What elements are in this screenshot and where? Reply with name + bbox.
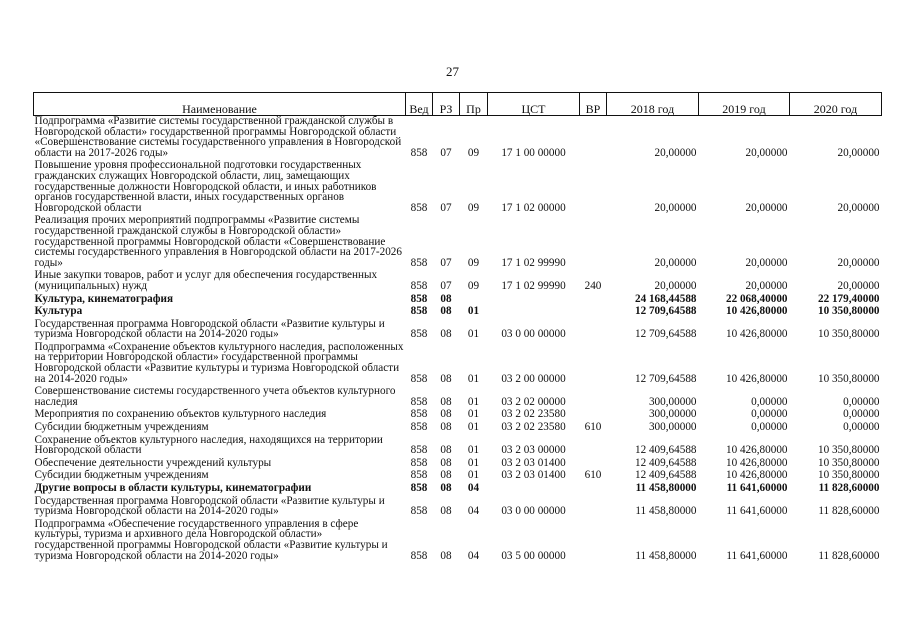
row-2018: 11 458,80000 <box>635 482 697 494</box>
row-vr <box>580 160 607 215</box>
row-name: Субсидии бюджетным учреждениям <box>34 421 209 434</box>
row-rz: 08 <box>440 408 452 421</box>
row-vr <box>580 519 607 563</box>
table-row <box>34 519 882 563</box>
row-2020: 22 179,40000 <box>817 292 880 305</box>
row-ved: 858 <box>410 549 428 562</box>
row-2019: 20,00000 <box>745 201 788 214</box>
table-row <box>34 435 882 458</box>
row-2020: 10 350,80000 <box>817 456 880 469</box>
row-vr <box>580 319 607 342</box>
row-cst: 03 2 03 01400 <box>501 469 566 482</box>
header-2020: 2020 год <box>790 93 882 116</box>
row-cst: 03 5 00 00000 <box>501 549 566 562</box>
row-rz: 08 <box>440 395 452 408</box>
row-rz: 07 <box>440 201 452 214</box>
row-cst: 03 2 03 01400 <box>501 456 566 469</box>
row-pr: 01 <box>467 456 480 469</box>
row-2018: 12 409,64588 <box>634 444 697 457</box>
row-name: Сохранение объектов культурного наследия, находящихся на территории Новгородской области <box>34 433 383 457</box>
row-2018: 300,00000 <box>648 421 697 434</box>
row-rz: 08 <box>440 549 452 562</box>
row-pr: 04 <box>467 549 480 562</box>
row-cst: 03 2 03 00000 <box>501 444 566 457</box>
row-ved: 858 <box>410 256 428 269</box>
row-rz: 08 <box>440 444 452 457</box>
row-2020: 11 828,60000 <box>818 505 880 518</box>
row-cst: 17 1 02 99990 <box>501 256 566 269</box>
row-ved: 858 <box>410 456 428 469</box>
row-2019: 10 426,80000 <box>725 305 788 318</box>
row-2018: 12 409,64588 <box>634 456 697 469</box>
row-cst: 17 1 02 00000 <box>501 201 566 214</box>
row-2019: 10 426,80000 <box>725 444 788 457</box>
table-row <box>34 215 882 270</box>
row-cst: 03 2 00 00000 <box>501 372 566 385</box>
row-2018: 11 458,80000 <box>635 549 697 562</box>
row-2018: 20,00000 <box>654 279 697 292</box>
row-vr <box>580 116 607 161</box>
row-2020: 10 350,80000 <box>817 372 880 385</box>
row-2020: 20,00000 <box>837 279 880 292</box>
row-ved: 858 <box>410 305 428 318</box>
row-name: Государственная программа Новгородской области «Развитие культуры и туризма Новгородской области на 2014-2020 годы» <box>34 317 385 341</box>
row-name: Подпрограмма «Развитие системы государственной гражданской службы в Новгородской области» государственной программы Новгородской области «Совершенствование системы государственного управления в Новгородской области на 2017-2026 годы» <box>34 115 402 159</box>
row-2019: 10 426,80000 <box>725 469 788 482</box>
row-pr: 09 <box>467 256 480 269</box>
table-row <box>34 270 882 293</box>
row-cst: 17 1 00 00000 <box>501 146 566 159</box>
row-ved: 858 <box>410 421 428 434</box>
header-pr: Пр <box>460 93 488 116</box>
row-2020: 10 350,80000 <box>817 469 880 482</box>
row-2019: 11 641,60000 <box>726 482 788 494</box>
row-vr <box>580 483 607 496</box>
row-2018: 20,00000 <box>654 146 697 159</box>
row-ved: 858 <box>410 408 428 421</box>
row-rz: 08 <box>440 372 452 385</box>
row-ved: 858 <box>410 395 428 408</box>
row-2019: 0,00000 <box>751 408 788 421</box>
row-2019: 10 426,80000 <box>725 328 788 341</box>
header-name: Наименование <box>34 93 406 116</box>
row-ved: 858 <box>410 372 428 385</box>
row-name: Другие вопросы в области культуры, кинематографии <box>34 482 312 494</box>
row-2018: 12 409,64588 <box>634 469 697 482</box>
row-pr: 01 <box>467 444 480 457</box>
row-ved: 858 <box>410 201 428 214</box>
row-cst: 03 0 00 00000 <box>501 328 566 341</box>
row-name: Государственная программа Новгородской области «Развитие культуры и туризма Новгородской области на 2014-2020 годы» <box>34 494 385 518</box>
row-ved: 858 <box>410 292 428 305</box>
row-2018: 300,00000 <box>648 395 697 408</box>
row-2018: 11 458,80000 <box>635 505 697 518</box>
row-2020: 11 828,60000 <box>818 482 880 494</box>
row-name: Мероприятия по сохранению объектов культурного наследия <box>34 408 327 421</box>
row-2018: 12 709,64588 <box>634 328 697 341</box>
table-row <box>34 386 882 409</box>
row-cst: 03 2 02 23580 <box>501 408 566 421</box>
header-vr: ВР <box>580 93 607 116</box>
row-name: Обеспечение деятельности учреждений культуры <box>34 456 272 469</box>
row-pr: 09 <box>467 146 480 159</box>
row-vr <box>580 306 607 319</box>
row-ved: 858 <box>410 444 428 457</box>
row-name: Субсидии бюджетным учреждениям <box>34 469 209 482</box>
row-ved: 858 <box>410 469 428 482</box>
row-2020: 11 828,60000 <box>818 549 880 562</box>
row-ved: 858 <box>410 328 428 341</box>
row-cst <box>488 483 580 496</box>
header-cst: ЦСТ <box>488 93 580 116</box>
table-row <box>34 422 882 435</box>
page-number: 27 <box>446 64 459 79</box>
row-name: Культура <box>34 305 83 318</box>
row-2020: 0,00000 <box>843 421 880 434</box>
row-pr: 01 <box>467 395 480 408</box>
row-2019: 20,00000 <box>745 279 788 292</box>
row-vr: 610 <box>584 421 602 434</box>
table-row <box>34 116 882 161</box>
row-rz: 08 <box>440 421 452 434</box>
row-2018: 24 168,44588 <box>634 292 697 305</box>
row-2020: 0,00000 <box>843 395 880 408</box>
row-vr: 240 <box>584 279 602 292</box>
header-ved: Вед <box>406 93 433 116</box>
row-2019: 20,00000 <box>745 256 788 269</box>
row-pr: 01 <box>467 305 480 318</box>
row-cst: 03 0 00 00000 <box>501 505 566 518</box>
row-2020: 20,00000 <box>837 146 880 159</box>
row-2019: 11 641,60000 <box>726 549 788 562</box>
row-2019: 22 068,40000 <box>725 292 788 305</box>
row-name: Совершенствование системы государственного учета объектов культурного наследия <box>34 385 396 408</box>
row-pr: 09 <box>467 201 480 214</box>
table-row <box>34 483 882 496</box>
row-2019: 20,00000 <box>745 146 788 159</box>
row-vr <box>580 496 607 519</box>
row-2019: 0,00000 <box>751 421 788 434</box>
row-cst: 17 1 02 99990 <box>501 279 566 292</box>
row-ved: 858 <box>410 279 428 292</box>
row-cst <box>488 294 580 307</box>
row-rz: 08 <box>440 505 452 518</box>
table-row <box>34 496 882 519</box>
row-pr: 01 <box>467 328 480 341</box>
row-rz: 07 <box>440 146 452 159</box>
row-cst: 03 2 02 00000 <box>501 395 566 408</box>
row-2019: 10 426,80000 <box>725 456 788 469</box>
row-2018: 20,00000 <box>654 201 697 214</box>
table-row <box>34 342 882 386</box>
row-rz: 08 <box>440 328 452 341</box>
row-name: Подпрограмма «Сохранение объектов культурного наследия, расположенных на территории Новгородской области» государственной программы Новгородской области «Развитие культуры и туризма Новгородской области на 2014-2020 годы» <box>34 340 404 385</box>
row-pr: 09 <box>467 279 480 292</box>
row-pr: 01 <box>467 372 480 385</box>
row-cst: 03 2 02 23580 <box>501 421 566 434</box>
row-2018: 12 709,64588 <box>634 372 697 385</box>
row-vr <box>580 386 607 409</box>
row-rz: 08 <box>440 456 452 469</box>
row-pr: 01 <box>467 421 480 434</box>
row-ved: 858 <box>410 505 428 518</box>
row-2019: 11 641,60000 <box>726 505 788 518</box>
row-2018: 20,00000 <box>654 256 697 269</box>
row-rz: 07 <box>440 256 452 269</box>
row-pr: 01 <box>467 408 480 421</box>
row-2019: 0,00000 <box>751 395 788 408</box>
header-2019: 2019 год <box>699 93 790 116</box>
row-rz: 08 <box>440 469 452 482</box>
table-header-row <box>34 93 882 116</box>
row-2020: 10 350,80000 <box>817 305 880 318</box>
row-vr: 610 <box>584 469 602 482</box>
row-2019: 10 426,80000 <box>725 372 788 385</box>
row-vr <box>580 294 607 307</box>
header-rz: РЗ <box>433 93 460 116</box>
table-row <box>34 319 882 342</box>
row-name: Реализация прочих мероприятий подпрограммы «Развитие системы государственной гражданской службы в Новгородской области» государственной программы Новгородской области «Совершенствование системы государственного управления в Новгородской области на 2017-2026 годы» <box>34 214 402 269</box>
row-rz: 08 <box>440 305 452 318</box>
row-pr: 04 <box>467 482 480 494</box>
row-name: Культура, кинематография <box>34 292 173 305</box>
row-2018: 300,00000 <box>648 408 697 421</box>
row-vr <box>580 215 607 270</box>
row-rz: 08 <box>440 292 452 305</box>
row-vr <box>580 435 607 458</box>
row-cst <box>488 306 580 319</box>
row-2020: 20,00000 <box>837 256 880 269</box>
row-pr: 04 <box>467 505 480 518</box>
header-2018: 2018 год <box>607 93 699 116</box>
row-2020: 20,00000 <box>837 201 880 214</box>
row-pr: 01 <box>467 469 480 482</box>
budget-table <box>33 92 882 563</box>
row-name: Повышение уровня профессиональной подготовки государственных гражданских служащих Новгородской области, лиц, замещающих государственные должности Новгородской области, и иных работников органов государственной власти, иных государственных органов Новгородской области <box>34 159 377 214</box>
row-2018: 12 709,64588 <box>634 305 697 318</box>
row-2020: 10 350,80000 <box>817 328 880 341</box>
row-2020: 10 350,80000 <box>817 444 880 457</box>
row-ved: 858 <box>410 146 428 159</box>
row-name: Подпрограмма «Обеспечение государственного управления в сфере культуры, туризма и архивного дела Новгородской области» государственной программы Новгородской области «Развитие культуры и туризма Новгородской области на 2014-2020 годы» <box>34 517 388 562</box>
table-row <box>34 306 882 319</box>
row-rz: 08 <box>440 482 452 494</box>
row-name: Иные закупки товаров, работ и услуг для обеспечения государственных (муниципальных) нужд <box>34 269 378 292</box>
row-2020: 0,00000 <box>843 408 880 421</box>
row-ved: 858 <box>410 482 428 494</box>
row-rz: 07 <box>440 279 452 292</box>
table-row <box>34 160 882 215</box>
row-vr <box>580 342 607 386</box>
